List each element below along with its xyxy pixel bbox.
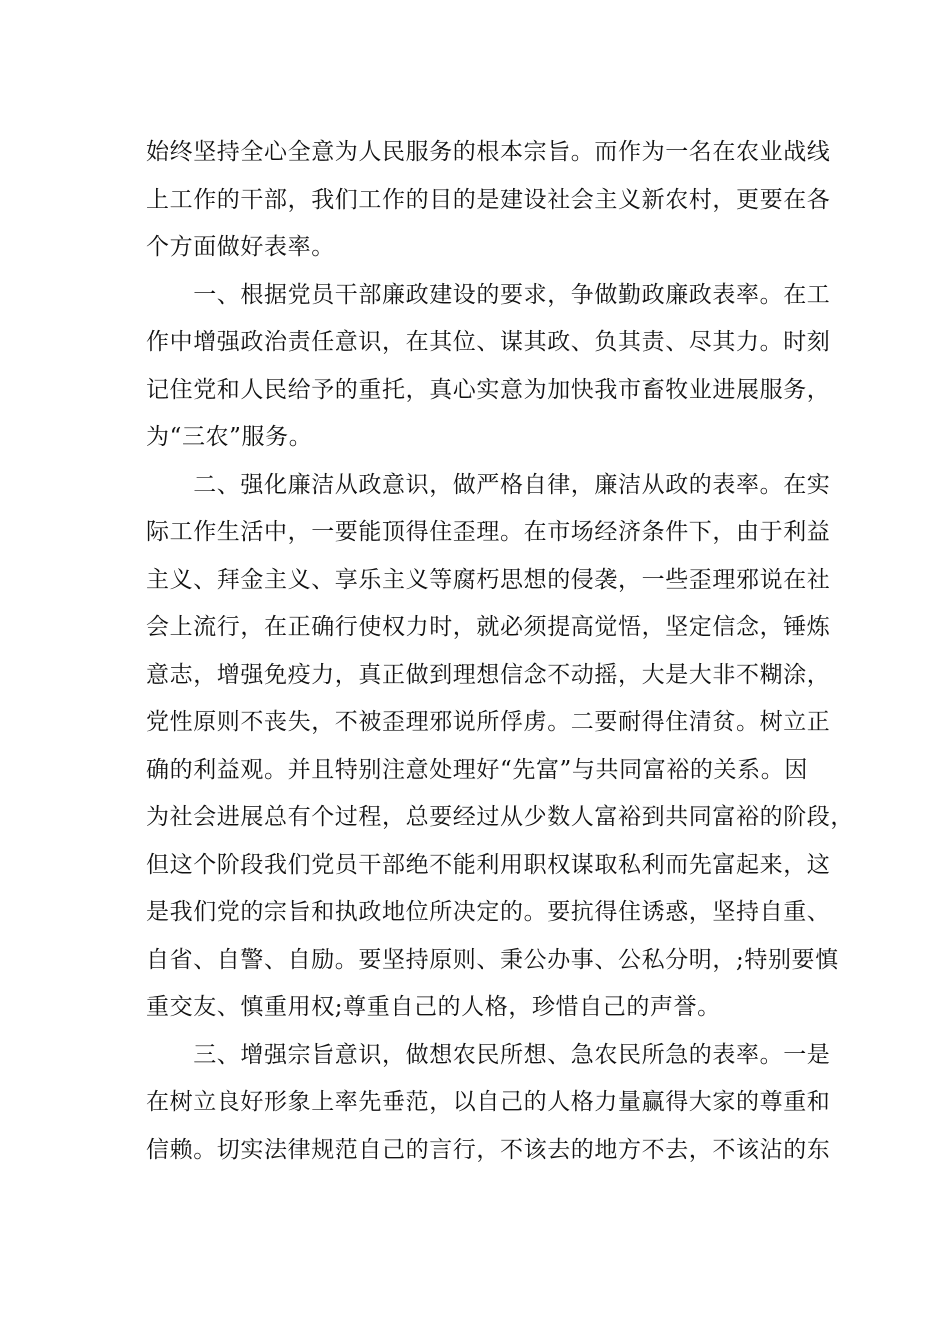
text-line: 三、增强宗旨意识，做想农民所想、急农民所急的表率。一是 <box>146 1041 831 1068</box>
text-line: 意志，增强免疫力，真正做到理想信念不动摇，大是大非不糊涂， <box>146 661 831 688</box>
text-line: 上工作的干部，我们工作的目的是建设社会主义新农村，更要在各 <box>146 186 831 213</box>
text-line: 一、根据党员干部廉政建设的要求，争做勤政廉政表率。在工 <box>146 281 831 308</box>
text-line: 主义、拜金主义、享乐主义等腐朽思想的侵袭，一些歪理邪说在社 <box>146 566 831 593</box>
text-line: 始终坚持全心全意为人民服务的根本宗旨。而作为一名在农业战线 <box>146 139 831 165</box>
text-line: 际工作生活中，一要能顶得住歪理。在市场经济条件下，由于利益 <box>146 519 831 545</box>
document-body <box>146 129 854 1174</box>
text-line: 记住党和人民给予的重托，真心实意为加快我市畜牧业进展服务， <box>146 376 831 403</box>
text-line: 个方面做好表率。 <box>146 234 335 260</box>
text-line: 在树立良好形象上率先垂范，以自己的人格力量赢得大家的尊重和 <box>146 1089 831 1115</box>
text-line: 二、强化廉洁从政意识，做严格自律，廉洁从政的表率。在实 <box>146 471 831 498</box>
text-line: 作中增强政治责任意识，在其位、谋其政、负其责、尽其力。时刻 <box>146 329 831 355</box>
text-line: 信赖。切实法律规范自己的言行，不该去的地方不去，不该沾的东 <box>146 1136 831 1163</box>
text-line: 是我们党的宗旨和执政地位所决定的。要抗得住诱惑，坚持自重、 <box>146 899 831 925</box>
text-line: 确的利益观。并且特别注意处理好“先富”与共同富裕的关系。因 <box>146 756 808 783</box>
text-line: 会上流行，在正确行使权力时，就必须提高觉悟，坚定信念，锤炼 <box>146 614 831 640</box>
text-line: 自省、自警、自励。要坚持原则、秉公办事、公私分明，;特别要慎 <box>146 946 839 973</box>
text-line: 党性原则不丧失，不被歪理邪说所俘虏。二要耐得住清贫。树立正 <box>146 709 831 735</box>
text-line: 重交友、慎重用权;尊重自己的人格，珍惜自己的声誉。 <box>146 994 721 1020</box>
text-line: 为“三农”服务。 <box>146 424 313 450</box>
text-line: 为社会进展总有个过程，总要经过从少数人富裕到共同富裕的阶段， <box>146 804 854 830</box>
text-line: 但这个阶段我们党员干部绝不能利用职权谋取私利而先富起来，这 <box>146 851 831 878</box>
